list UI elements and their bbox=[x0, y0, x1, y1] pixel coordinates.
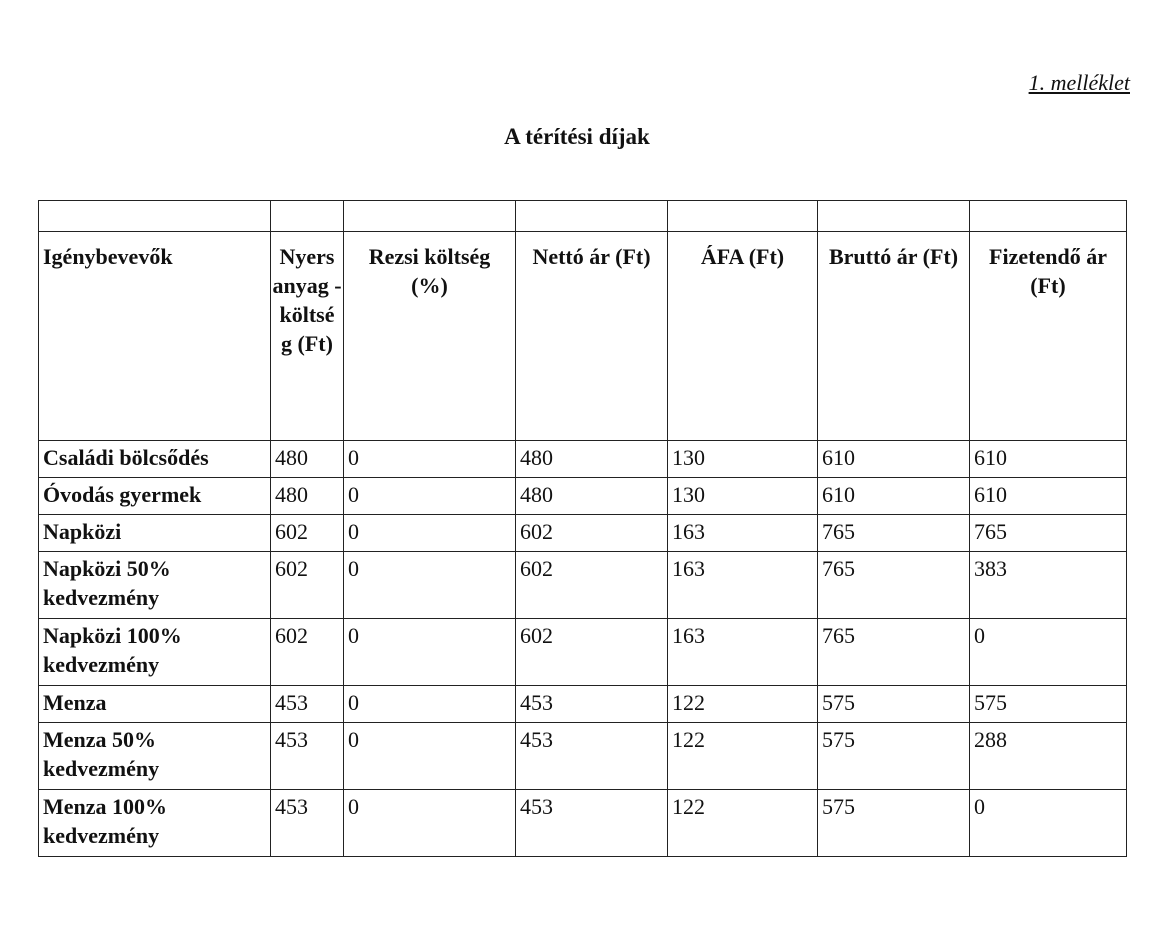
table-cell: 0 bbox=[970, 790, 1127, 857]
fee-table bbox=[38, 200, 1127, 857]
table-cell: 453 bbox=[271, 790, 344, 857]
table-cell: 602 bbox=[516, 552, 668, 619]
table-header-row bbox=[39, 232, 1127, 441]
table-cell: 765 bbox=[970, 515, 1127, 552]
table-row bbox=[39, 686, 1127, 723]
table-cell: 0 bbox=[344, 478, 516, 515]
table-row bbox=[39, 552, 1127, 619]
table-row bbox=[39, 723, 1127, 790]
table-row bbox=[39, 478, 1127, 515]
table-cell: 453 bbox=[516, 790, 668, 857]
table-cell: 0 bbox=[344, 552, 516, 619]
row-label: Menza bbox=[39, 686, 271, 723]
table-cell: 480 bbox=[516, 441, 668, 478]
table-cell: 163 bbox=[668, 515, 818, 552]
table-cell: 575 bbox=[818, 686, 970, 723]
table-cell: 480 bbox=[271, 478, 344, 515]
column-header: Nyers anyag - költsé g (Ft) bbox=[271, 232, 344, 441]
table-cell: 765 bbox=[818, 552, 970, 619]
column-header: Bruttó ár (Ft) bbox=[818, 232, 970, 441]
table-cell: 610 bbox=[970, 478, 1127, 515]
table-cell: 130 bbox=[668, 478, 818, 515]
column-header: Igénybevevők bbox=[39, 232, 271, 441]
annex-label: 1. melléklet bbox=[1028, 70, 1130, 95]
column-header: Fizetendő ár (Ft) bbox=[970, 232, 1127, 441]
column-header: Nettó ár (Ft) bbox=[516, 232, 668, 441]
table-cell: 130 bbox=[668, 441, 818, 478]
table-cell: 453 bbox=[516, 686, 668, 723]
page-title: A térítési díjak bbox=[504, 124, 650, 149]
row-label: Menza 100% kedvezmény bbox=[39, 790, 271, 857]
row-label: Napközi 100% kedvezmény bbox=[39, 619, 271, 686]
table-cell: 0 bbox=[970, 619, 1127, 686]
table-cell: 602 bbox=[271, 515, 344, 552]
table-cell: 610 bbox=[818, 478, 970, 515]
table-cell: 0 bbox=[344, 790, 516, 857]
table-cell: 453 bbox=[516, 723, 668, 790]
table-cell: 765 bbox=[818, 515, 970, 552]
table-cell: 122 bbox=[668, 790, 818, 857]
row-label: Családi bölcsődés bbox=[39, 441, 271, 478]
table-cell: 602 bbox=[271, 619, 344, 686]
column-header: Rezsi költség (%) bbox=[344, 232, 516, 441]
table-spacer-row bbox=[39, 201, 1127, 232]
table-cell: 122 bbox=[668, 686, 818, 723]
table-cell: 610 bbox=[970, 441, 1127, 478]
table-cell: 453 bbox=[271, 686, 344, 723]
row-label: Napközi 50% kedvezmény bbox=[39, 552, 271, 619]
column-header: ÁFA (Ft) bbox=[668, 232, 818, 441]
table-cell: 602 bbox=[516, 619, 668, 686]
table-cell: 163 bbox=[668, 619, 818, 686]
table-cell: 575 bbox=[818, 790, 970, 857]
table-row bbox=[39, 515, 1127, 552]
table-cell: 453 bbox=[271, 723, 344, 790]
table-cell: 0 bbox=[344, 723, 516, 790]
row-label: Menza 50% kedvezmény bbox=[39, 723, 271, 790]
table-cell: 0 bbox=[344, 515, 516, 552]
table-row bbox=[39, 441, 1127, 478]
row-label: Óvodás gyermek bbox=[39, 478, 271, 515]
table-cell: 288 bbox=[970, 723, 1127, 790]
table-cell: 122 bbox=[668, 723, 818, 790]
table-cell: 610 bbox=[818, 441, 970, 478]
table-cell: 480 bbox=[516, 478, 668, 515]
table-cell: 163 bbox=[668, 552, 818, 619]
table-cell: 602 bbox=[271, 552, 344, 619]
row-label: Napközi bbox=[39, 515, 271, 552]
table-cell: 0 bbox=[344, 619, 516, 686]
table-cell: 383 bbox=[970, 552, 1127, 619]
table-cell: 765 bbox=[818, 619, 970, 686]
table-row bbox=[39, 790, 1127, 857]
table-cell: 602 bbox=[516, 515, 668, 552]
table-cell: 575 bbox=[818, 723, 970, 790]
table-cell: 480 bbox=[271, 441, 344, 478]
table-cell: 575 bbox=[970, 686, 1127, 723]
table-cell: 0 bbox=[344, 441, 516, 478]
table-cell: 0 bbox=[344, 686, 516, 723]
table-row bbox=[39, 619, 1127, 686]
